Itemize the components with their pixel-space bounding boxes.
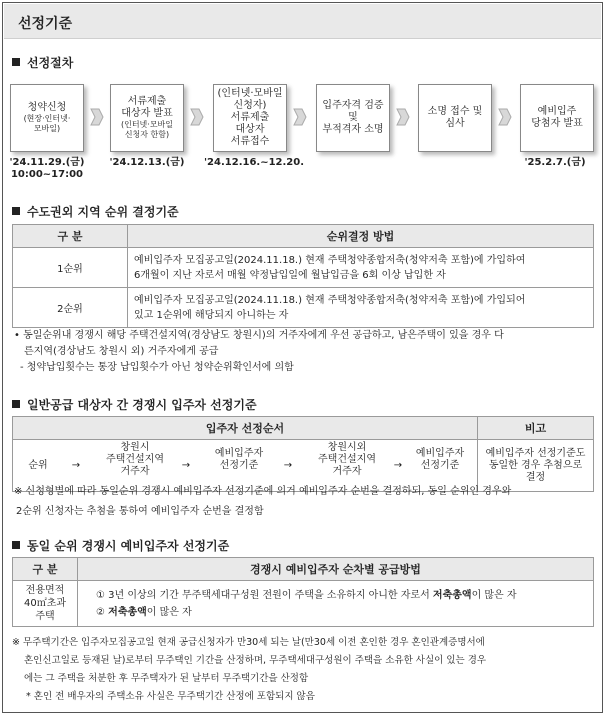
page-header — [4, 4, 601, 39]
section-title-general: 일반공급 대상자 간 경쟁시 입주자 선정기준 — [12, 396, 257, 413]
step-label: 예비입주 당첨자 발표 — [531, 106, 583, 129]
step-sublabel: (현장·인터넷· 모바일) — [23, 114, 71, 133]
arrow-icon: → — [181, 460, 191, 471]
flow-step: 창원시 주택건설지역 거주자 — [106, 442, 164, 477]
table-header: 구 분 — [13, 225, 128, 248]
chevron-right-icon — [498, 108, 512, 126]
arrow-icon: → — [393, 460, 403, 471]
step-date: '24.11.29.(금) 10:00~17:00 — [9, 157, 85, 180]
table-row — [13, 581, 594, 627]
step-label: (인터넷·모바일 신청자) 서류제출 대상자 서류접수 — [217, 88, 283, 147]
step-date: '24.12.13.(금) — [109, 157, 185, 168]
table-row — [13, 248, 594, 288]
method-item: ② 저축총액이 많은 자 — [96, 606, 192, 618]
process-step — [10, 84, 84, 152]
table-header: 구 분 — [13, 558, 78, 581]
flow-step: 창원시외 주택건설지역 거주자 — [318, 442, 376, 477]
arrow-icon: → — [71, 460, 81, 471]
chevron-right-icon — [90, 108, 104, 126]
supply-method-cell — [78, 581, 594, 627]
final-note: ※ 무주택기간은 입주자모집공고일 현재 공급신청자가 만30세 되는 날(만30세 이전 혼인한 경우 혼인관계증명서에 혼인신고일로 등재된 날)로부터 무주택인 기간을 산정하며, 무주택세대구성원이 주택을 소유한 사실이 있는 경우 에는 그 주택을 처분한 후 무주택자가 된 날부터 무주택기간을 산정함 * 혼인 전 배우자의 주택소유 사실은 무주택기간 산정에 포함되지 않음 — [12, 637, 487, 702]
process-step — [418, 84, 492, 152]
rank-method-cell: 예비입주자 모집공고일(2024.11.18.) 현재 주택청약종합저축(청약저축 포함)에 가입하여 6개월이 지난 자로서 매월 약정납입일에 월납입금을 6회 이상 납입한 자 — [128, 248, 594, 288]
process-step — [213, 84, 287, 152]
step-label: 청약신청 — [27, 102, 67, 113]
flow-step: 순위 — [28, 460, 48, 471]
process-step — [316, 84, 390, 152]
chevron-right-icon — [396, 108, 410, 126]
step-date: '25.2.7.(금) — [524, 157, 586, 168]
category-cell: 전용면적 40㎡초과 주택 — [13, 581, 78, 627]
table-header: 비고 — [478, 417, 594, 440]
section-title-procedure: 선정절차 — [12, 54, 73, 71]
section-title-same-rank: 동일 순위 경쟁시 예비입주자 선정기준 — [12, 537, 229, 554]
process-step — [520, 84, 594, 152]
flow-step: 예비입주자 선정기준 — [214, 448, 264, 471]
page-title: 선정기준 — [18, 16, 73, 32]
table-header: 입주자 선정순서 — [13, 417, 478, 440]
chevron-right-icon — [293, 108, 307, 126]
section-title-metro: 수도권외 지역 순위 결정기준 — [12, 203, 179, 220]
metro-notes: • 동일순위내 경쟁시 해당 주택건설지역(경상남도 창원시)의 거주자에게 우선 공급하고, 남은주택이 있을 경우 다 른지역(경상남도 창원시 외) 거주자에게 공급 - 청약납입횟수는 통장 납입횟수가 아닌 청약순위확인서에 의함 — [14, 330, 504, 373]
step-date: '24.12.16.~12.20. — [204, 157, 305, 168]
rank-cell: 2순위 — [13, 288, 128, 328]
table-row — [13, 288, 594, 328]
rank-method-cell: 예비입주자 모집공고일(2024.11.18.) 현재 주택청약종합저축(청약저축 포함)에 가입되어 있고 1순위에 해당되지 아니하는 자 — [128, 288, 594, 328]
table-header: 순위결정 방법 — [128, 225, 594, 248]
general-note: ※ 신청형별에 따라 동일순위 경쟁시 예비입주자 선정기준에 의거 예비입주자 순번을 결정하되, 동일 순위인 경우와 2순위 신청자는 추첨을 통하여 예비입주자 순번을 결정함 — [14, 486, 512, 517]
step-label: 소명 접수 및 심사 — [427, 106, 483, 129]
arrow-icon: → — [283, 460, 293, 471]
remark-cell: 예비입주자 선정기준도 동일한 경우 추첨으로 결정 — [478, 440, 594, 492]
step-label: 입주자격 검증 및 부적격자 소명 — [322, 100, 384, 135]
general-selection-table — [12, 416, 594, 492]
rank-cell: 1순위 — [13, 248, 128, 288]
process-step — [110, 84, 184, 152]
flow-step: 예비입주자 선정기준 — [415, 448, 465, 471]
table-header: 경쟁시 예비입주자 순차별 공급방법 — [78, 558, 594, 581]
metro-rank-table — [12, 224, 594, 328]
method-item: ① 3년 이상의 기간 무주택세대구성원 전원이 주택을 소유하지 아니한 자로서 저축총액이 많은 자 — [96, 589, 517, 601]
same-rank-table — [12, 557, 594, 627]
step-label: 서류제출 대상자 발표 — [121, 96, 173, 119]
step-sublabel: (인터넷·모바일 신청자 한함) — [120, 120, 174, 139]
chevron-right-icon — [190, 108, 204, 126]
